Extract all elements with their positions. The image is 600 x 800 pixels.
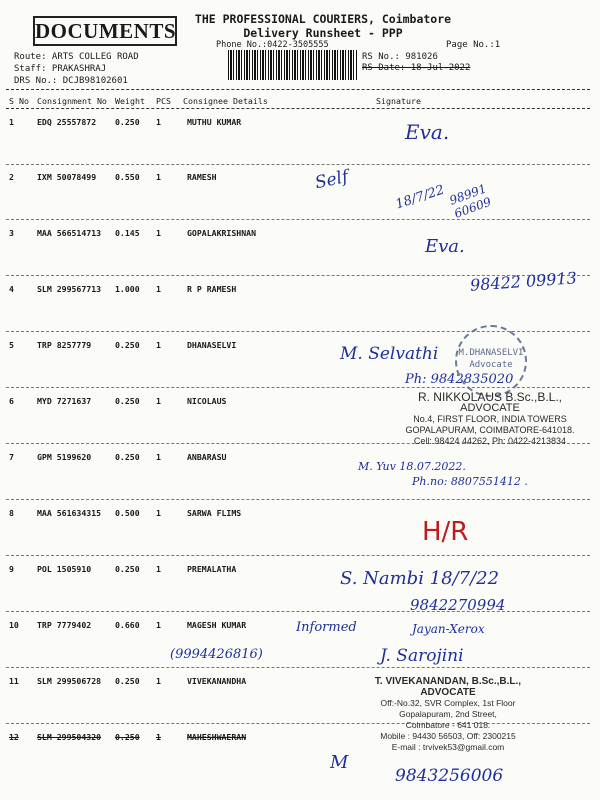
- cell-consignee: R P RAMESH: [187, 284, 237, 294]
- signature-row-3: Eva.: [425, 236, 465, 257]
- signature-row-1: Eva.: [405, 120, 450, 144]
- rs-number: RS No.: 981026: [362, 52, 438, 62]
- col-sno: S No: [9, 96, 29, 106]
- cell-pcs: 1: [156, 452, 161, 462]
- cell-weight: 0.250: [115, 340, 140, 350]
- cell-sno: 12: [9, 732, 19, 742]
- runsheet-line: Delivery Runsheet - PPP: [243, 26, 403, 40]
- signature-row-2a: Self: [313, 166, 351, 194]
- cell-consignment: TRP 8257779: [37, 340, 92, 350]
- cell-consignment: POL 1505910: [37, 564, 92, 574]
- signature-row-9a: S. Nambi 18/7/22: [340, 568, 500, 589]
- row-divider: [6, 667, 590, 668]
- cell-pcs: 1: [156, 172, 161, 182]
- cell-consignee: MUTHU KUMAR: [187, 117, 242, 127]
- cell-consignee: RAMESH: [187, 172, 217, 182]
- cell-pcs: 1: [156, 117, 161, 127]
- cell-sno: 6: [9, 396, 14, 406]
- col-pcs: PCS: [156, 96, 171, 106]
- cell-consignee: MAGESH KUMAR: [187, 620, 247, 630]
- stamp-city: Coimbatore - 641 018.: [405, 720, 491, 730]
- col-consignment: Consignment No: [37, 96, 107, 106]
- signature-row-2b: 18/7/22: [393, 182, 447, 213]
- cell-weight: 0.550: [115, 172, 140, 182]
- signature-row-2c: 98991 60609: [447, 181, 494, 221]
- signature-row-12b: 9843256006: [395, 766, 504, 786]
- cell-consignment: MYD 7271637: [37, 396, 92, 406]
- vivekanandan-stamp: [348, 676, 548, 753]
- stamp-name: R. NIKKOLAUS B.Sc.,B.L.,: [417, 390, 563, 404]
- cell-sno: 8: [9, 508, 14, 518]
- signature-row-10-sign: J. Sarojini: [380, 646, 464, 666]
- dhanaselvi-stamp: [455, 325, 527, 397]
- stamp-address: No.4, FIRST FLOOR, INDIA TOWERS: [413, 414, 567, 424]
- cell-pcs: 1: [156, 508, 161, 518]
- col-weight: Weight: [115, 96, 145, 106]
- cell-consignee: MAHESHWAERAN: [187, 732, 247, 742]
- signature-row-5b: Ph: 9842835020: [405, 372, 514, 387]
- staff: Staff: PRAKASHRAJ: [14, 64, 107, 74]
- stamp-title: ADVOCATE: [460, 402, 520, 414]
- cell-consignee: VIVEKANANDHA: [187, 676, 247, 686]
- signature-row-8-hr: H/R: [422, 517, 469, 547]
- cell-pcs: 1: [156, 396, 161, 406]
- cell-consignment: EDQ 25557872: [37, 117, 97, 127]
- signature-row-4: 98422 09913: [469, 268, 578, 295]
- stamp-phone: Mobile : 94430 56503, Off: 2300215: [380, 731, 516, 741]
- cell-sno: 3: [9, 228, 14, 238]
- cell-consignee: GOPALAKRISHNAN: [187, 228, 257, 238]
- cell-consignee: SARWA FLIMS: [187, 508, 242, 518]
- cell-sno: 10: [9, 620, 19, 630]
- cell-sno: 9: [9, 564, 14, 574]
- rs-date: RS Date: 18-Jul-2022: [362, 63, 471, 73]
- cell-consignee: NICOLAUS: [187, 396, 227, 406]
- cell-sno: 1: [9, 117, 14, 127]
- cell-consignment: SLM 299506728: [37, 676, 102, 686]
- cell-consignee: DHANASELVI: [187, 340, 237, 350]
- signature-row-5a: M. Selvathi: [340, 344, 439, 364]
- cell-weight: 0.250: [115, 396, 140, 406]
- signature-row-12a: M: [330, 752, 349, 773]
- cell-pcs: 1: [156, 564, 161, 574]
- cell-pcs: 1: [156, 228, 161, 238]
- col-consignee: Consignee Details: [183, 96, 268, 106]
- drs-number: DRS No.: DCJB98102601: [14, 76, 128, 86]
- cell-weight: 0.250: [115, 564, 140, 574]
- cell-weight: 0.500: [115, 508, 140, 518]
- signature-row-10-note: Jayan-Xerox: [412, 622, 485, 636]
- stamp-title: Advocate: [469, 360, 513, 370]
- cell-sno: 7: [9, 452, 14, 462]
- company-line: THE PROFESSIONAL COURIERS, Coimbatore: [194, 12, 452, 26]
- cell-consignment: IXM 50078499: [37, 172, 97, 182]
- cell-pcs: 1: [156, 340, 161, 350]
- cell-weight: 0.250: [115, 676, 140, 686]
- cell-sno: 2: [9, 172, 14, 182]
- documents-label: DOCUMENTS: [33, 16, 177, 46]
- cell-pcs: 1: [156, 284, 161, 294]
- barcode: [228, 50, 358, 80]
- cell-weight: 0.250: [115, 117, 140, 127]
- stamp-name: M.DHANASELVI: [458, 348, 524, 358]
- stamp-title: ADVOCATE: [420, 687, 476, 698]
- cell-weight: 0.145: [115, 228, 140, 238]
- cell-consignment: SLM 299504320: [37, 732, 102, 742]
- stamp-city: GOPALAPURAM, COIMBATORE-641018.: [405, 425, 575, 435]
- row-divider: [6, 555, 590, 556]
- nikkolaus-stamp: [386, 392, 594, 447]
- cell-sno: 5: [9, 340, 14, 350]
- signature-row-7a: M. Yuv 18.07.2022.: [358, 460, 466, 473]
- cell-consignment: MAA 566514713: [37, 228, 102, 238]
- cell-weight: 1.000: [115, 284, 140, 294]
- signature-row-10-phone: (9994426816): [170, 647, 263, 662]
- cell-consignment: SLM 299567713: [37, 284, 102, 294]
- columns-divider: [6, 108, 590, 109]
- cell-consignee: PREMALATHA: [187, 564, 237, 574]
- cell-weight: 0.250: [115, 452, 140, 462]
- phone-number: Phone No.:0422-3505555: [216, 40, 329, 50]
- cell-consignee: ANBARASU: [187, 452, 227, 462]
- col-signature: Signature: [376, 96, 421, 106]
- row-divider: [6, 164, 590, 165]
- signature-row-7b: Ph.no: 8807551412 .: [412, 475, 528, 488]
- stamp-address: Off:-No.32, SVR Complex, 1st Floor: [380, 698, 516, 708]
- cell-weight: 0.250: [115, 732, 140, 742]
- page-number: Page No.:1: [446, 40, 501, 50]
- cell-pcs: 1: [156, 732, 161, 742]
- header-divider: [6, 89, 590, 90]
- cell-weight: 0.660: [115, 620, 140, 630]
- cell-pcs: 1: [156, 676, 161, 686]
- stamp-street: Gopalapuram, 2nd Street,: [399, 709, 497, 719]
- route: Route: ARTS COLLEG ROAD: [14, 52, 139, 62]
- cell-consignment: TRP 7779402: [37, 620, 92, 630]
- stamp-email: E-mail : trvivek53@gmail.com: [391, 742, 505, 752]
- cell-consignment: MAA 561634315: [37, 508, 102, 518]
- signature-row-10-informed: Informed: [296, 620, 357, 635]
- signature-row-9b: 9842270994: [410, 596, 506, 614]
- cell-consignment: GPM 5199620: [37, 452, 92, 462]
- cell-pcs: 1: [156, 620, 161, 630]
- row-divider: [6, 499, 590, 500]
- row-divider: [6, 219, 590, 220]
- cell-sno: 11: [9, 676, 19, 686]
- stamp-name: T. VIVEKANANDAN, B.Sc.,B.L.,: [374, 676, 522, 687]
- stamp-phone: Cell: 98424 44262, Ph: 0422-4213834: [413, 436, 567, 446]
- cell-sno: 4: [9, 284, 14, 294]
- company-title: [178, 12, 468, 40]
